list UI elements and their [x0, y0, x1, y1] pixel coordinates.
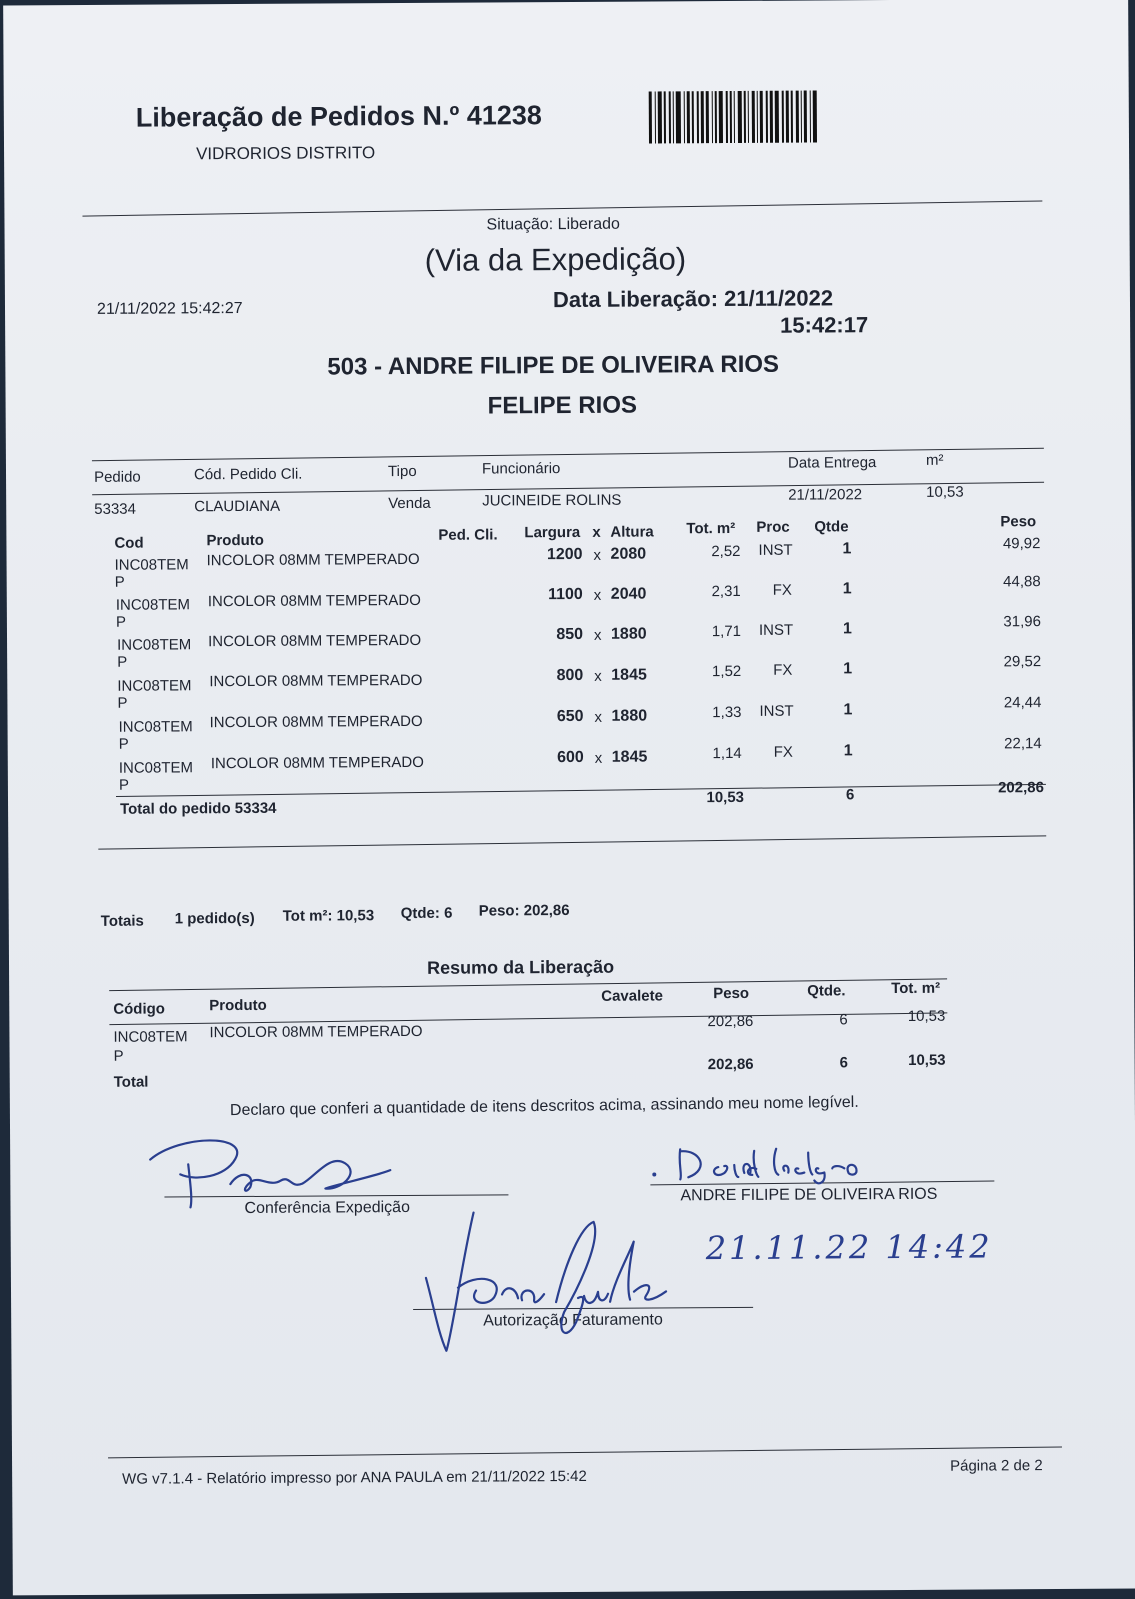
- item-x: x: [594, 667, 602, 685]
- barcode-bar: [804, 91, 807, 143]
- signature-conferencia: [140, 1128, 400, 1210]
- totals-label: Totais: [100, 912, 144, 930]
- item-largura: 600: [557, 748, 584, 767]
- item-tot-m2: 1,14: [712, 744, 742, 763]
- item-produto: INCOLOR 08MM TEMPERADO: [210, 753, 424, 773]
- item-proc: INST: [758, 541, 793, 559]
- item-peso: 22,14: [1004, 735, 1042, 753]
- barcode-bar: [714, 91, 716, 143]
- item-cod-suffix: P: [118, 776, 129, 794]
- footer-page-number: Página 2 de 2: [950, 1457, 1043, 1475]
- conferencia-label: Conferência Expedição: [244, 1198, 410, 1217]
- item-tot-m2: 1,33: [712, 703, 742, 722]
- pedido-value: 53334: [94, 500, 137, 518]
- item-cod-suffix: P: [114, 573, 125, 591]
- barcode-bar: [744, 91, 746, 143]
- item-x: x: [594, 708, 603, 726]
- item-largura: 850: [556, 625, 584, 644]
- summary-col-peso: Peso: [713, 984, 750, 1003]
- summary-peso: 202,86: [707, 1012, 754, 1031]
- document-page: [3, 0, 1135, 1595]
- footer-printed-by: WG v7.1.4 - Relatório impresso por ANA PAULA em 21/11/2022 15:42: [122, 1467, 587, 1488]
- item-largura: 1100: [547, 585, 583, 604]
- item-peso: 44,88: [1003, 573, 1041, 591]
- handwritten-date: 21.11.22 14:42: [705, 1227, 993, 1268]
- item-x: x: [593, 586, 602, 604]
- barcode-bar: [738, 91, 742, 143]
- item-largura: 650: [556, 707, 584, 726]
- barcode-bar: [734, 91, 735, 143]
- data-entrega-value: 21/11/2022: [788, 486, 863, 504]
- item-qtde: 1: [842, 620, 852, 638]
- release-time: 15:42:17: [780, 312, 869, 338]
- item-peso: 24,44: [1003, 694, 1042, 712]
- col-label-pedido: Pedido: [93, 468, 141, 486]
- col-header-tot-m2: Tot. m²: [686, 519, 736, 538]
- divider: [92, 448, 1044, 461]
- barcode-bar: [692, 91, 694, 143]
- tipo-value: Venda: [388, 494, 431, 513]
- print-datetime: 21/11/2022 15:42:27: [96, 299, 243, 318]
- divider: [108, 1447, 1062, 1459]
- item-x: x: [593, 546, 602, 564]
- totals-qtde: Qtde: 6: [400, 904, 453, 923]
- document-title: Liberação de Pedidos N.º 41238: [135, 100, 542, 133]
- barcode-bar: [752, 91, 755, 143]
- col-header-altura: Altura: [610, 523, 654, 541]
- release-date: Data Liberação: 21/11/2022: [552, 285, 834, 313]
- item-qtde: 1: [842, 580, 852, 598]
- item-cod-suffix: P: [117, 653, 128, 671]
- order-total-m2: 10,53: [706, 788, 745, 807]
- item-cod: INC08TEM: [114, 556, 189, 574]
- divider: [82, 200, 1042, 216]
- item-cod: INC08TEM: [118, 759, 194, 777]
- item-altura: 1880: [610, 625, 647, 643]
- item-qtde: 1: [843, 742, 853, 760]
- funcionario-value: JUCINEIDE ROLINS: [482, 491, 622, 510]
- item-cod-suffix: P: [117, 694, 128, 712]
- cod-pedido-cli-value: CLAUDIANA: [194, 497, 281, 516]
- barcode-bar: [687, 91, 690, 143]
- order-total-label: Total do pedido 53334: [120, 799, 277, 818]
- summary-col-cavalete: Cavalete: [601, 987, 663, 1005]
- table-row: [7, 613, 1132, 671]
- barcode-bar: [700, 91, 704, 143]
- summary-col-produto: Produto: [209, 996, 267, 1015]
- summary-col-tot-m2: Tot. m²: [891, 979, 941, 998]
- summary-cod: INC08TEM: [113, 1028, 188, 1046]
- barcode-bar: [668, 91, 671, 143]
- item-altura: 2040: [610, 585, 647, 603]
- barcode-bar: [718, 91, 723, 143]
- summary-total-peso: 202,86: [707, 1055, 754, 1074]
- item-altura: 1845: [611, 666, 647, 684]
- item-proc: FX: [772, 581, 792, 599]
- signature-client: [648, 1138, 888, 1189]
- barcode-bar: [706, 91, 709, 143]
- item-qtde: 1: [843, 701, 853, 719]
- barcode-bar: [673, 91, 674, 143]
- totals-peso: Peso: 202,86: [478, 902, 570, 920]
- barcode-bar: [683, 91, 685, 143]
- item-tot-m2: 1,71: [711, 622, 742, 641]
- summary-total-label: Total: [113, 1073, 149, 1091]
- barcode-bar: [782, 91, 784, 143]
- copy-type-heading: (Via da Expedição): [424, 241, 687, 278]
- barcode-bar: [786, 91, 789, 143]
- barcode-bar: [654, 91, 656, 143]
- barcode-bar: [649, 91, 652, 143]
- m2-value: 10,53: [926, 483, 964, 501]
- client-signature-label: ANDRE FILIPE DE OLIVEIRA RIOS: [680, 1185, 938, 1205]
- item-produto: INCOLOR 08MM TEMPERADO: [207, 591, 421, 611]
- col-label-funcionario: Funcionário: [481, 460, 561, 478]
- barcode-bar: [795, 91, 799, 143]
- col-header-produto: Produto: [206, 531, 264, 550]
- declaration-text: Declaro que conferi a quantidade de itens descritos acima, assinando meu nome legível.: [229, 1093, 859, 1120]
- status-text: Situação: Liberado: [486, 215, 620, 234]
- col-header-peso: Peso: [1000, 513, 1037, 531]
- summary-total-m2: 10,53: [908, 1051, 946, 1069]
- table-row: [7, 573, 1132, 631]
- summary-produto: INCOLOR 08MM TEMPERADO: [209, 1022, 423, 1042]
- autorizacao-label: Autorização Faturamento: [483, 1311, 663, 1330]
- col-header-proc: Proc: [756, 518, 790, 536]
- col-header-largura: Largura: [524, 523, 581, 542]
- client-name: 503 - ANDRE FILIPE DE OLIVEIRA RIOS: [327, 350, 780, 381]
- item-tot-m2: 1,52: [711, 662, 742, 681]
- col-header-qtde: Qtde: [814, 518, 849, 536]
- summary-tot-m2: 10,53: [907, 1007, 946, 1025]
- barcode-bar: [658, 91, 662, 143]
- item-proc: FX: [773, 743, 793, 761]
- divider: [98, 835, 1046, 849]
- item-produto: INCOLOR 08MM TEMPERADO: [206, 550, 420, 570]
- totals-m2: Tot m²: 10,53: [282, 907, 375, 925]
- item-qtde: 1: [843, 660, 853, 678]
- barcode-bar: [676, 91, 681, 143]
- col-label-tipo: Tipo: [387, 462, 417, 481]
- item-peso: 31,96: [1003, 613, 1041, 631]
- item-peso: 29,52: [1003, 653, 1042, 671]
- col-label-data-entrega: Data Entrega: [787, 454, 877, 472]
- barcode-bar: [790, 91, 792, 143]
- item-produto: INCOLOR 08MM TEMPERADO: [209, 671, 423, 691]
- item-x: x: [593, 626, 602, 644]
- item-largura: 800: [556, 666, 584, 685]
- item-tot-m2: 2,52: [711, 542, 741, 561]
- item-largura: 1200: [546, 545, 583, 564]
- barcode-bar: [757, 91, 758, 143]
- barcode-bar: [775, 91, 780, 143]
- item-proc: FX: [773, 661, 793, 679]
- col-label-cod-pedido-cli: Cód. Pedido Cli.: [193, 465, 303, 484]
- barcode-bar: [664, 91, 666, 143]
- barcode-icon: [649, 90, 819, 143]
- client-nickname: FELIPE RIOS: [487, 391, 638, 420]
- item-qtde: 1: [842, 540, 852, 558]
- summary-qtde: 6: [839, 1011, 848, 1029]
- item-x: x: [594, 749, 603, 767]
- item-cod-suffix: P: [118, 735, 129, 753]
- summary-title: Resumo da Liberação: [426, 956, 615, 978]
- item-cod: INC08TEM: [117, 636, 192, 654]
- item-cod-suffix: P: [115, 613, 126, 631]
- item-produto: INCOLOR 08MM TEMPERADO: [207, 631, 422, 651]
- barcode-bar: [766, 91, 768, 143]
- signature-autorizacao: [415, 1201, 676, 1363]
- company-name: VIDRORIOS DISTRITO: [196, 143, 376, 164]
- col-label-m2: m²: [925, 451, 944, 469]
- order-total-qtde: 6: [845, 786, 855, 804]
- barcode-bar: [697, 91, 699, 143]
- item-produto: INCOLOR 08MM TEMPERADO: [209, 712, 423, 732]
- barcode-bar: [729, 91, 732, 143]
- barcode-bar: [712, 91, 713, 143]
- col-header-ped-cli: Ped. Cli.: [438, 526, 498, 544]
- barcode-bar: [770, 91, 773, 143]
- item-cod: INC08TEM: [117, 677, 192, 695]
- barcode-bar: [813, 90, 817, 142]
- item-altura: 2080: [610, 545, 647, 563]
- summary-cod-suffix: P: [113, 1047, 124, 1065]
- item-tot-m2: 2,31: [711, 582, 741, 601]
- summary-total-qtde: 6: [839, 1054, 849, 1072]
- order-total-peso: 202,86: [998, 779, 1045, 797]
- barcode-bar: [801, 91, 802, 143]
- item-altura: 1845: [611, 748, 648, 766]
- col-header-cod: Cod: [114, 534, 144, 552]
- col-header-x: x: [592, 523, 601, 541]
- summary-col-codigo: Código: [113, 1000, 165, 1018]
- barcode-bar: [747, 91, 749, 143]
- item-proc: INST: [759, 702, 794, 720]
- barcode-bar: [726, 91, 728, 143]
- barcode-bar: [760, 91, 764, 143]
- item-altura: 1880: [611, 707, 648, 725]
- item-cod: INC08TEM: [118, 718, 193, 736]
- barcode-bar: [809, 91, 811, 143]
- summary-col-qtde: Qtde.: [807, 982, 846, 1000]
- totals-pedidos: 1 pedido(s): [174, 909, 255, 928]
- item-proc: INST: [758, 621, 794, 639]
- item-cod: INC08TEM: [115, 596, 191, 614]
- item-peso: 49,92: [1002, 535, 1041, 553]
